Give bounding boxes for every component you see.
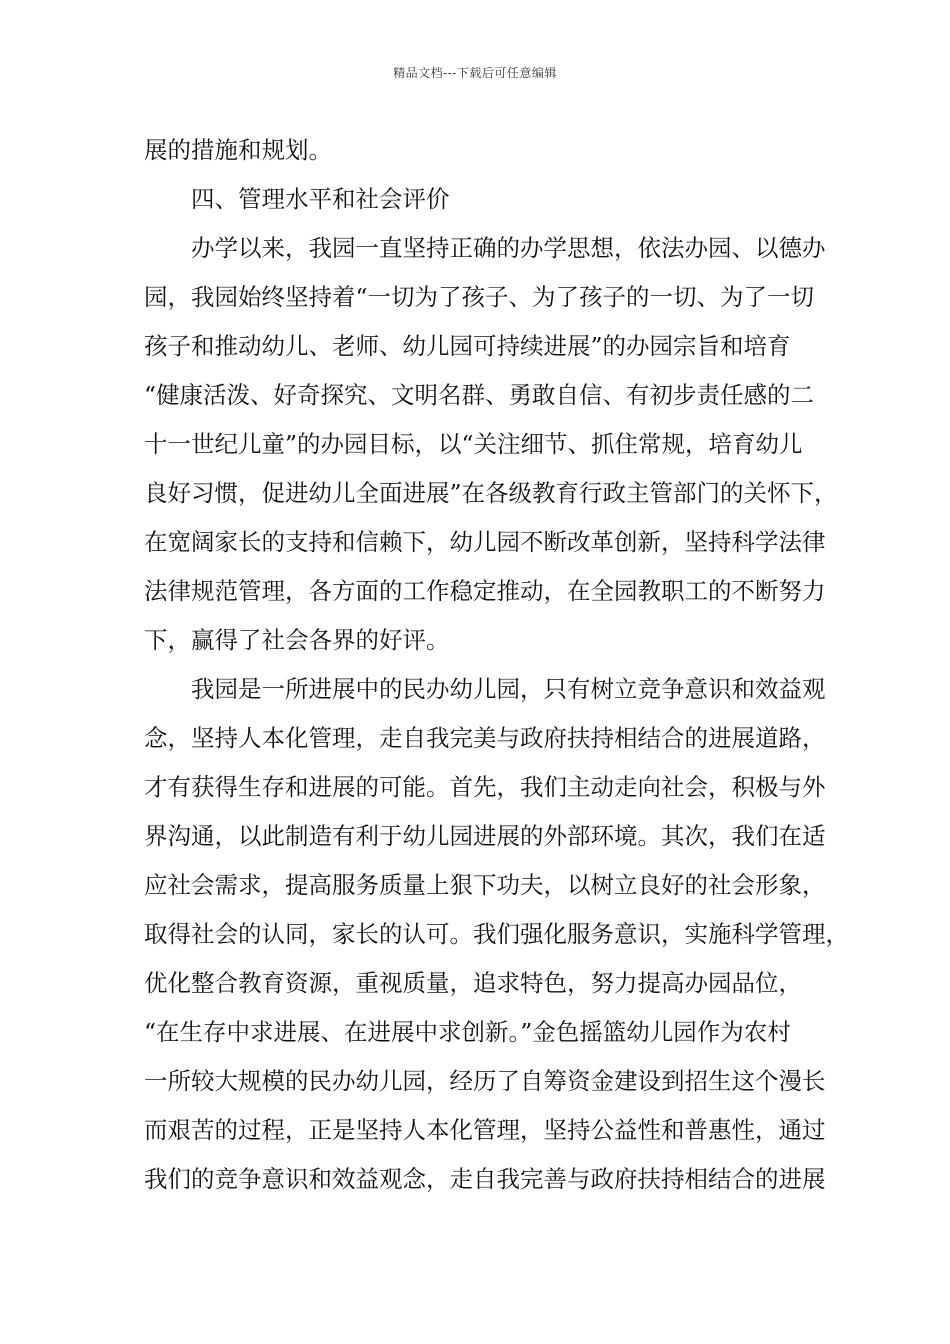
text-line: 取得社会的认同，家长的认可。我们强化服务意识，实施科学管理， xyxy=(144,920,849,948)
text-line: 在宽阔家长的支持和信赖下，幼儿园不断改革创新，坚持科学法律 xyxy=(144,528,826,556)
text-line: 我园是一所进展中的民办幼儿园，只有树立竞争意识和效益观 xyxy=(191,675,826,703)
text-line: 良好习惯，促进幼儿全面进展”在各级教育行政主管部门的关怀下， xyxy=(144,479,838,507)
text-line: 念，坚持人本化管理，走自我完美与政府扶持相结合的进展道路， xyxy=(144,724,826,752)
text-line: 我们的竞争意识和效益观念，走自我完善与政府扶持相结合的进展 xyxy=(144,1165,826,1193)
text-line: 四、管理水平和社会评价 xyxy=(191,185,450,213)
text-line: 展的措施和规划。 xyxy=(144,136,332,164)
text-line: “在生存中求进展、在进展中求创新。”金色摇篮幼儿园作为农村 xyxy=(144,1018,791,1046)
text-line: 而艰苦的过程，正是坚持人本化管理，坚持公益性和普惠性，通过 xyxy=(144,1116,826,1144)
text-line: 办学以来，我园一直坚持正确的办学思想，依法办园、以德办 xyxy=(191,234,826,262)
text-line: 园，我园始终坚持着“一切为了孩子、为了孩子的一切、为了一切 xyxy=(144,283,815,311)
text-line: 孩子和推动幼儿、老师、幼儿园可持续进展”的办园宗旨和培育 xyxy=(144,332,791,360)
text-line: 优化整合教育资源，重视质量，追求特色，努力提高办园品位， xyxy=(144,969,802,997)
text-line: 应社会需求，提高服务质量上狠下功夫，以树立良好的社会形象， xyxy=(144,871,826,899)
text-line: 法律规范管理，各方面的工作稳定推动，在全园教职工的不断努力 xyxy=(144,577,826,605)
page-header: 精品文档---下载后可任意编辑 xyxy=(393,66,557,80)
text-line: “健康活泼、好奇探究、文明名群、勇敢自信、有初步责任感的二 xyxy=(144,381,815,409)
text-line: 才有获得生存和进展的可能。首先，我们主动走向社会，积极与外 xyxy=(144,773,826,801)
text-line: 十一世纪儿童”的办园目标，以“关注细节、抓住常规，培育幼儿 xyxy=(144,430,803,458)
text-line: 下，赢得了社会各界的好评。 xyxy=(144,626,450,654)
text-line: 一所较大规模的民办幼儿园，经历了自筹资金建设到招生这个漫长 xyxy=(144,1067,826,1095)
text-line: 界沟通，以此制造有利于幼儿园进展的外部环境。其次，我们在适 xyxy=(144,822,826,850)
document-body xyxy=(144,126,849,1204)
